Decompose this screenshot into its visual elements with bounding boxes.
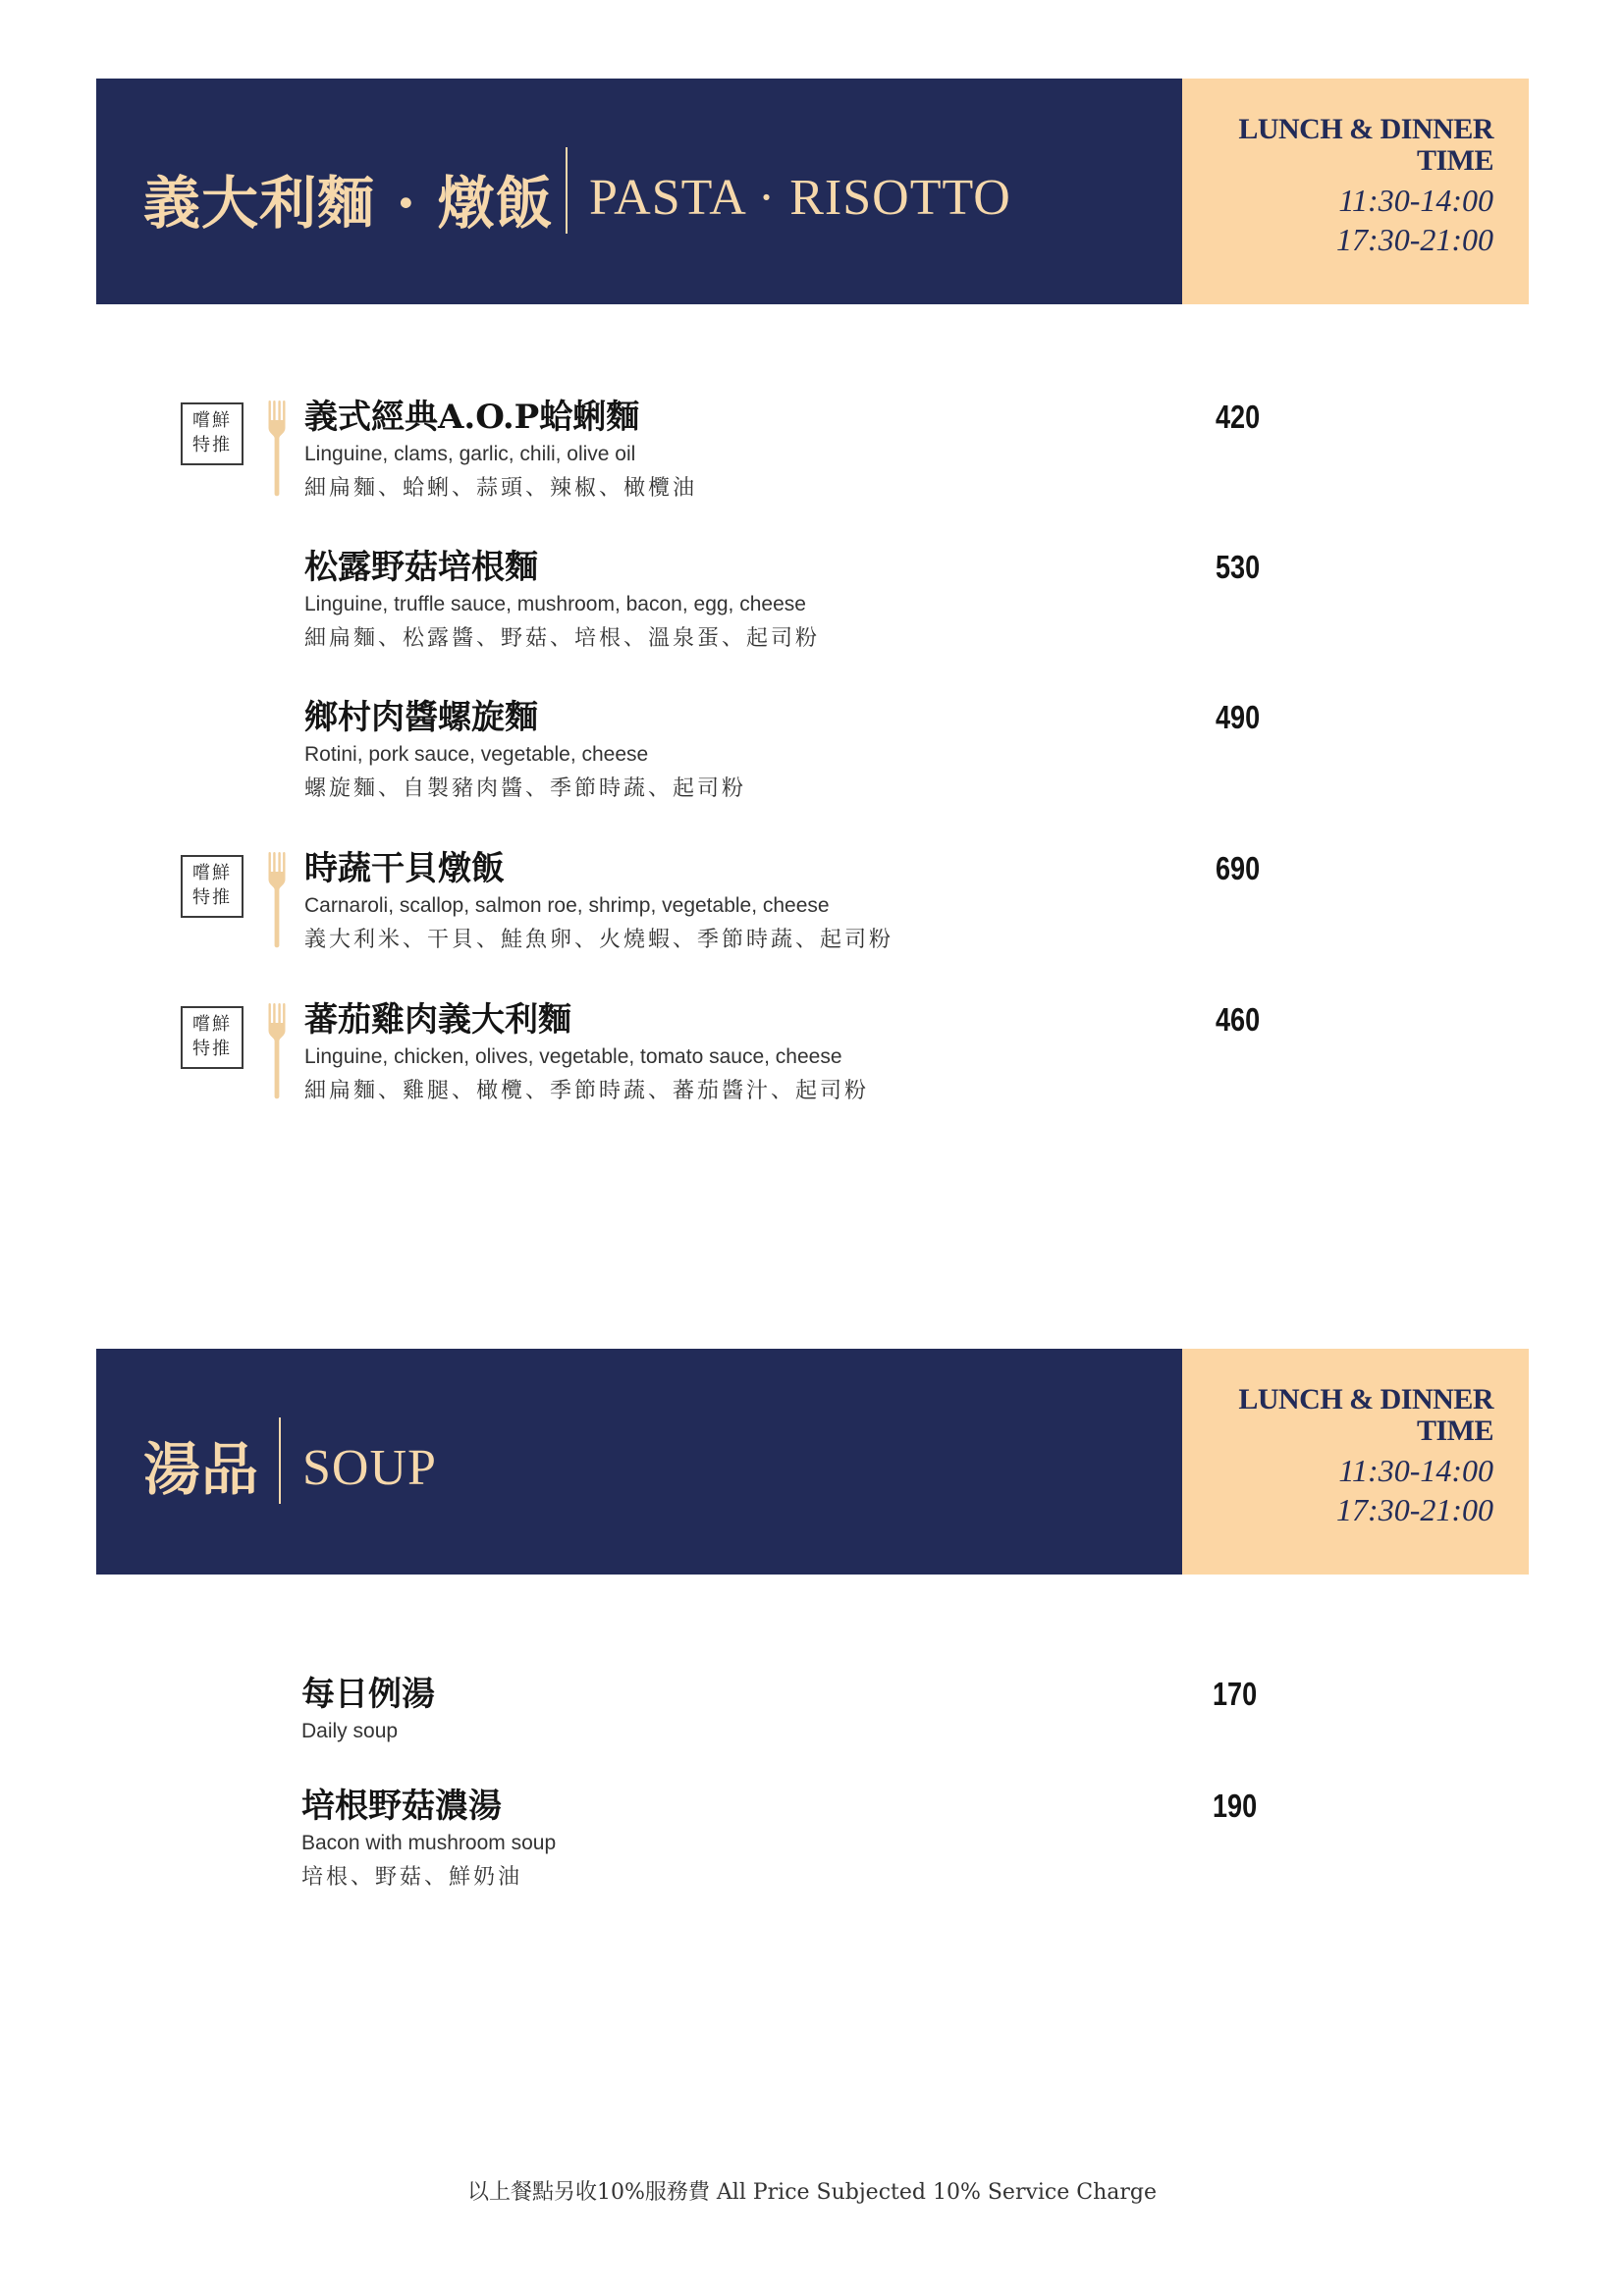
pasta-hours-panel [1182, 79, 1529, 304]
item-name: 蕃茄雞肉義大利麵 [304, 1000, 571, 1040]
item-description-zh: 細扁麵、蛤蜊、蒜頭、辣椒、橄欖油 [304, 476, 698, 501]
recommended-stamp [181, 402, 244, 465]
fork-icon [267, 400, 287, 499]
title-divider [566, 147, 568, 234]
dinner-hours: 17:30-21:00 [1336, 222, 1493, 257]
menu-item [301, 1674, 1283, 1746]
item-description-en: Linguine, truffle sauce, mushroom, bacon, egg, cheese [304, 593, 806, 615]
item-description-zh: 培根、野菇、鮮奶油 [301, 1865, 523, 1890]
menu-item [304, 999, 1286, 1109]
stamp-line-2: 特推 [192, 435, 232, 455]
item-price: 460 [1216, 1001, 1261, 1038]
pasta-section-banner [96, 79, 1529, 304]
pasta-title-zh: 義大利麵 · 燉飯 [143, 170, 554, 237]
item-description-en: Daily soup [301, 1720, 399, 1742]
stamp-line-1: 嚐鮮 [192, 1014, 232, 1035]
recommended-stamp [181, 1006, 244, 1069]
item-description-en: Linguine, clams, garlic, chili, olive oil [304, 443, 636, 465]
soup-section-banner [96, 1349, 1529, 1575]
fork-icon [267, 1003, 287, 1101]
hours-heading-line-1: LUNCH & DINNER [1238, 113, 1493, 145]
item-price: 690 [1216, 850, 1261, 886]
menu-item [304, 397, 1286, 507]
hours-heading [1238, 1384, 1493, 1447]
hours-heading [1238, 114, 1493, 177]
lunch-hours: 11:30-14:00 [1338, 183, 1493, 218]
item-name: 培根野菇濃湯 [301, 1787, 502, 1826]
hours-heading-line-2: TIME [1416, 144, 1493, 177]
title-divider [279, 1417, 281, 1504]
item-description-en: Linguine, chicken, olives, vegetable, tomato sauce, cheese [304, 1045, 842, 1068]
soup-title-zh: 湯品 [143, 1436, 260, 1503]
stamp-line-2: 特推 [192, 887, 232, 908]
item-description-en: Rotini, pork sauce, vegetable, cheese [304, 743, 649, 766]
item-price: 170 [1213, 1676, 1258, 1712]
pasta-title-panel [96, 79, 1182, 304]
item-description-en: Bacon with mushroom soup [301, 1832, 557, 1854]
item-price: 420 [1216, 399, 1261, 435]
item-description-en: Carnaroli, scallop, salmon roe, shrimp, vegetable, cheese [304, 894, 830, 917]
lunch-hours: 11:30-14:00 [1338, 1453, 1493, 1488]
item-name: 每日例湯 [301, 1675, 435, 1714]
hours-heading-line-1: LUNCH & DINNER [1238, 1383, 1493, 1415]
stamp-line-1: 嚐鮮 [192, 863, 232, 883]
item-price: 490 [1216, 699, 1261, 735]
fork-icon [267, 852, 287, 950]
soup-title-panel [96, 1349, 1182, 1575]
item-price: 530 [1216, 549, 1261, 585]
dinner-hours: 17:30-21:00 [1336, 1492, 1493, 1527]
item-price: 190 [1213, 1788, 1258, 1824]
item-name: 時蔬干貝燉飯 [304, 849, 505, 888]
soup-title-en: SOUP [302, 1440, 437, 1496]
hours-heading-line-2: TIME [1416, 1415, 1493, 1447]
stamp-line-2: 特推 [192, 1039, 232, 1059]
menu-item [304, 547, 1286, 657]
item-description-zh: 螺旋麵、自製豬肉醬、季節時蔬、起司粉 [304, 776, 747, 801]
item-description-zh: 細扁麵、雞腿、橄欖、季節時蔬、蕃茄醬汁、起司粉 [304, 1079, 870, 1103]
service-charge-note: 以上餐點另收10%服務費 All Price Subjected 10% Service Charge [467, 2180, 1157, 2205]
menu-item [301, 1786, 1283, 1896]
soup-hours-panel [1182, 1349, 1529, 1575]
menu-item [304, 697, 1286, 807]
item-description-zh: 義大利米、干貝、鮭魚卵、火燒蝦、季節時蔬、起司粉 [304, 928, 894, 952]
item-description-zh: 細扁麵、松露醬、野菇、培根、溫泉蛋、起司粉 [304, 626, 821, 651]
item-name: 松露野菇培根麵 [304, 548, 538, 587]
pasta-title-en: PASTA · RISOTTO [589, 170, 1011, 226]
item-name: 鄉村肉醬螺旋麵 [304, 698, 538, 737]
stamp-line-1: 嚐鮮 [192, 410, 232, 431]
recommended-stamp [181, 855, 244, 918]
menu-item [304, 848, 1286, 958]
item-name: 義式經典A.O.P蛤蜊麵 [304, 398, 640, 437]
